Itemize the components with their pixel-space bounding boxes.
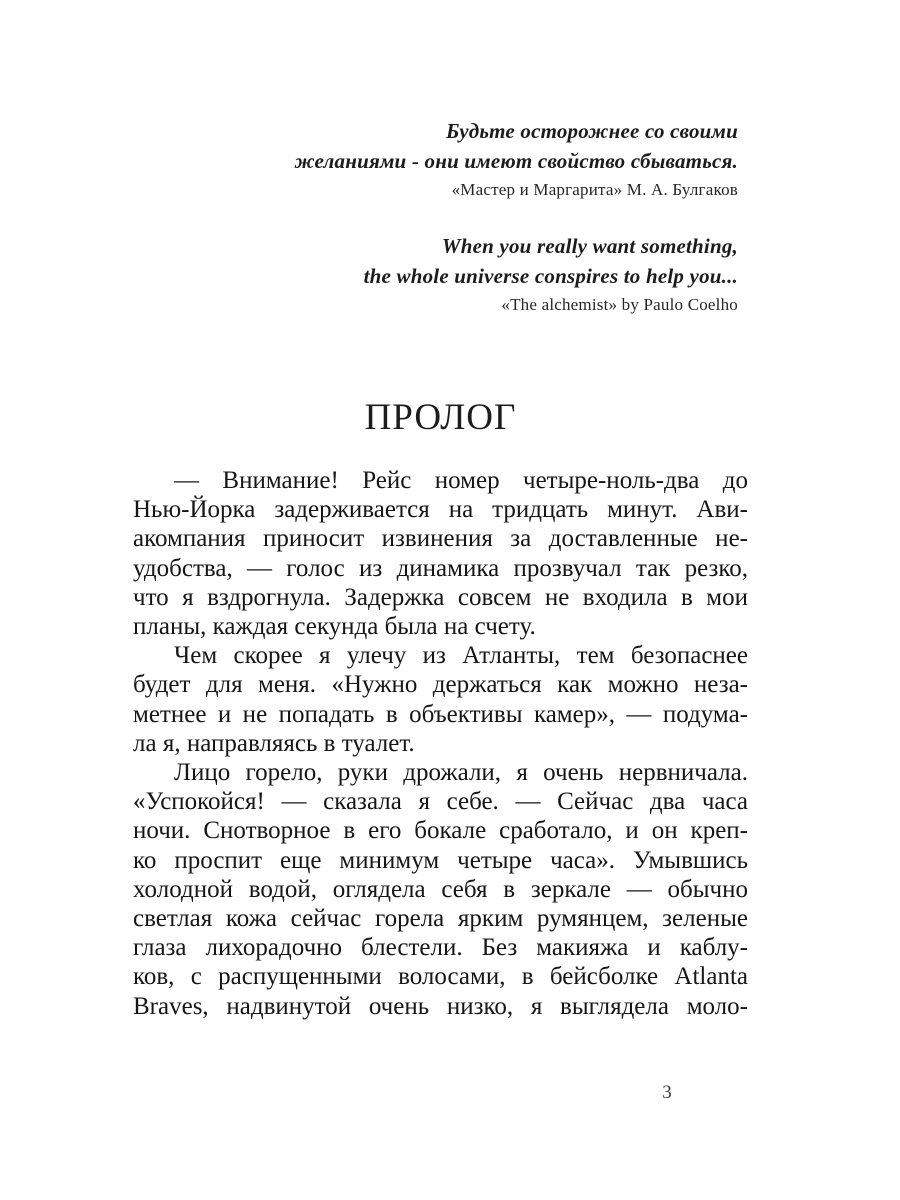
text-line: светлая кожа сейчас горела ярким румянцем, зеленые [133,905,748,933]
text-line: ночи. Снотворное в его бокале сработало, и он креп- [133,817,748,845]
paragraph [133,641,748,758]
text-line: что я вздрогнула. Задержка совсем не входила в мои [133,583,748,611]
body-text [133,466,748,1021]
epigraph-line: When you really want something, [441,234,738,258]
text-line: — Внимание! Рейс номер четыре-ноль-два до [174,467,748,494]
text-line: Нью-Йорка задерживается на тридцать минут. Ави- [133,496,748,524]
text-line: будет для меня. «Нужно держаться как можно неза- [133,671,748,699]
text-line: ла я, направляясь в туалет. [133,729,415,757]
epigraph-attribution: «The alchemist» by Paulo Coelho [501,295,738,314]
chapter-title: ПРОЛОГ [364,397,517,438]
epigraph-russian [268,116,738,204]
text-line: удобства, — голос из динамика прозвучал так резко, [133,554,748,582]
epigraph-line: Будьте осторожнее со своими [445,119,738,143]
text-line: метнее и не попадать в объективы камер», — подума- [133,700,748,728]
epigraph-attribution: «Мастер и Маргарита» М. А. Булгаков [451,180,738,199]
text-line: Лицо горело, руки дрожали, я очень нервничала. [174,759,748,787]
text-line: ко проспит еще минимум четыре часа». Умывшись [133,846,748,874]
text-line: Чем скорее я улечу из Атланты, тем безопаснее [174,642,748,670]
text-line: глаза лихорадочно блестели. Без макияжа и каблу- [133,934,748,962]
text-line: акомпания приносит извинения за доставленные не- [133,525,748,553]
epigraph-english [268,231,738,319]
epigraph-line: the whole universe conspires to help you... [363,264,738,288]
page-number: 3 [662,1082,672,1103]
text-line: «Успокойся! — сказала я себе. — Сейчас два часа [133,788,748,816]
text-line: Braves, надвинутой очень низко, я выглядела моло- [133,992,748,1020]
text-line: ков, с распущенными волосами, в бейсболке Atlanta [133,963,748,991]
text-line: планы, каждая секунда была на счету. [133,613,536,641]
text-line: холодной водой, оглядела себя в зеркале — обычно [133,875,748,903]
epigraph-line: желаниями - они имеют свойство сбываться. [294,149,738,173]
paragraph [133,758,748,1021]
paragraph [133,466,748,641]
